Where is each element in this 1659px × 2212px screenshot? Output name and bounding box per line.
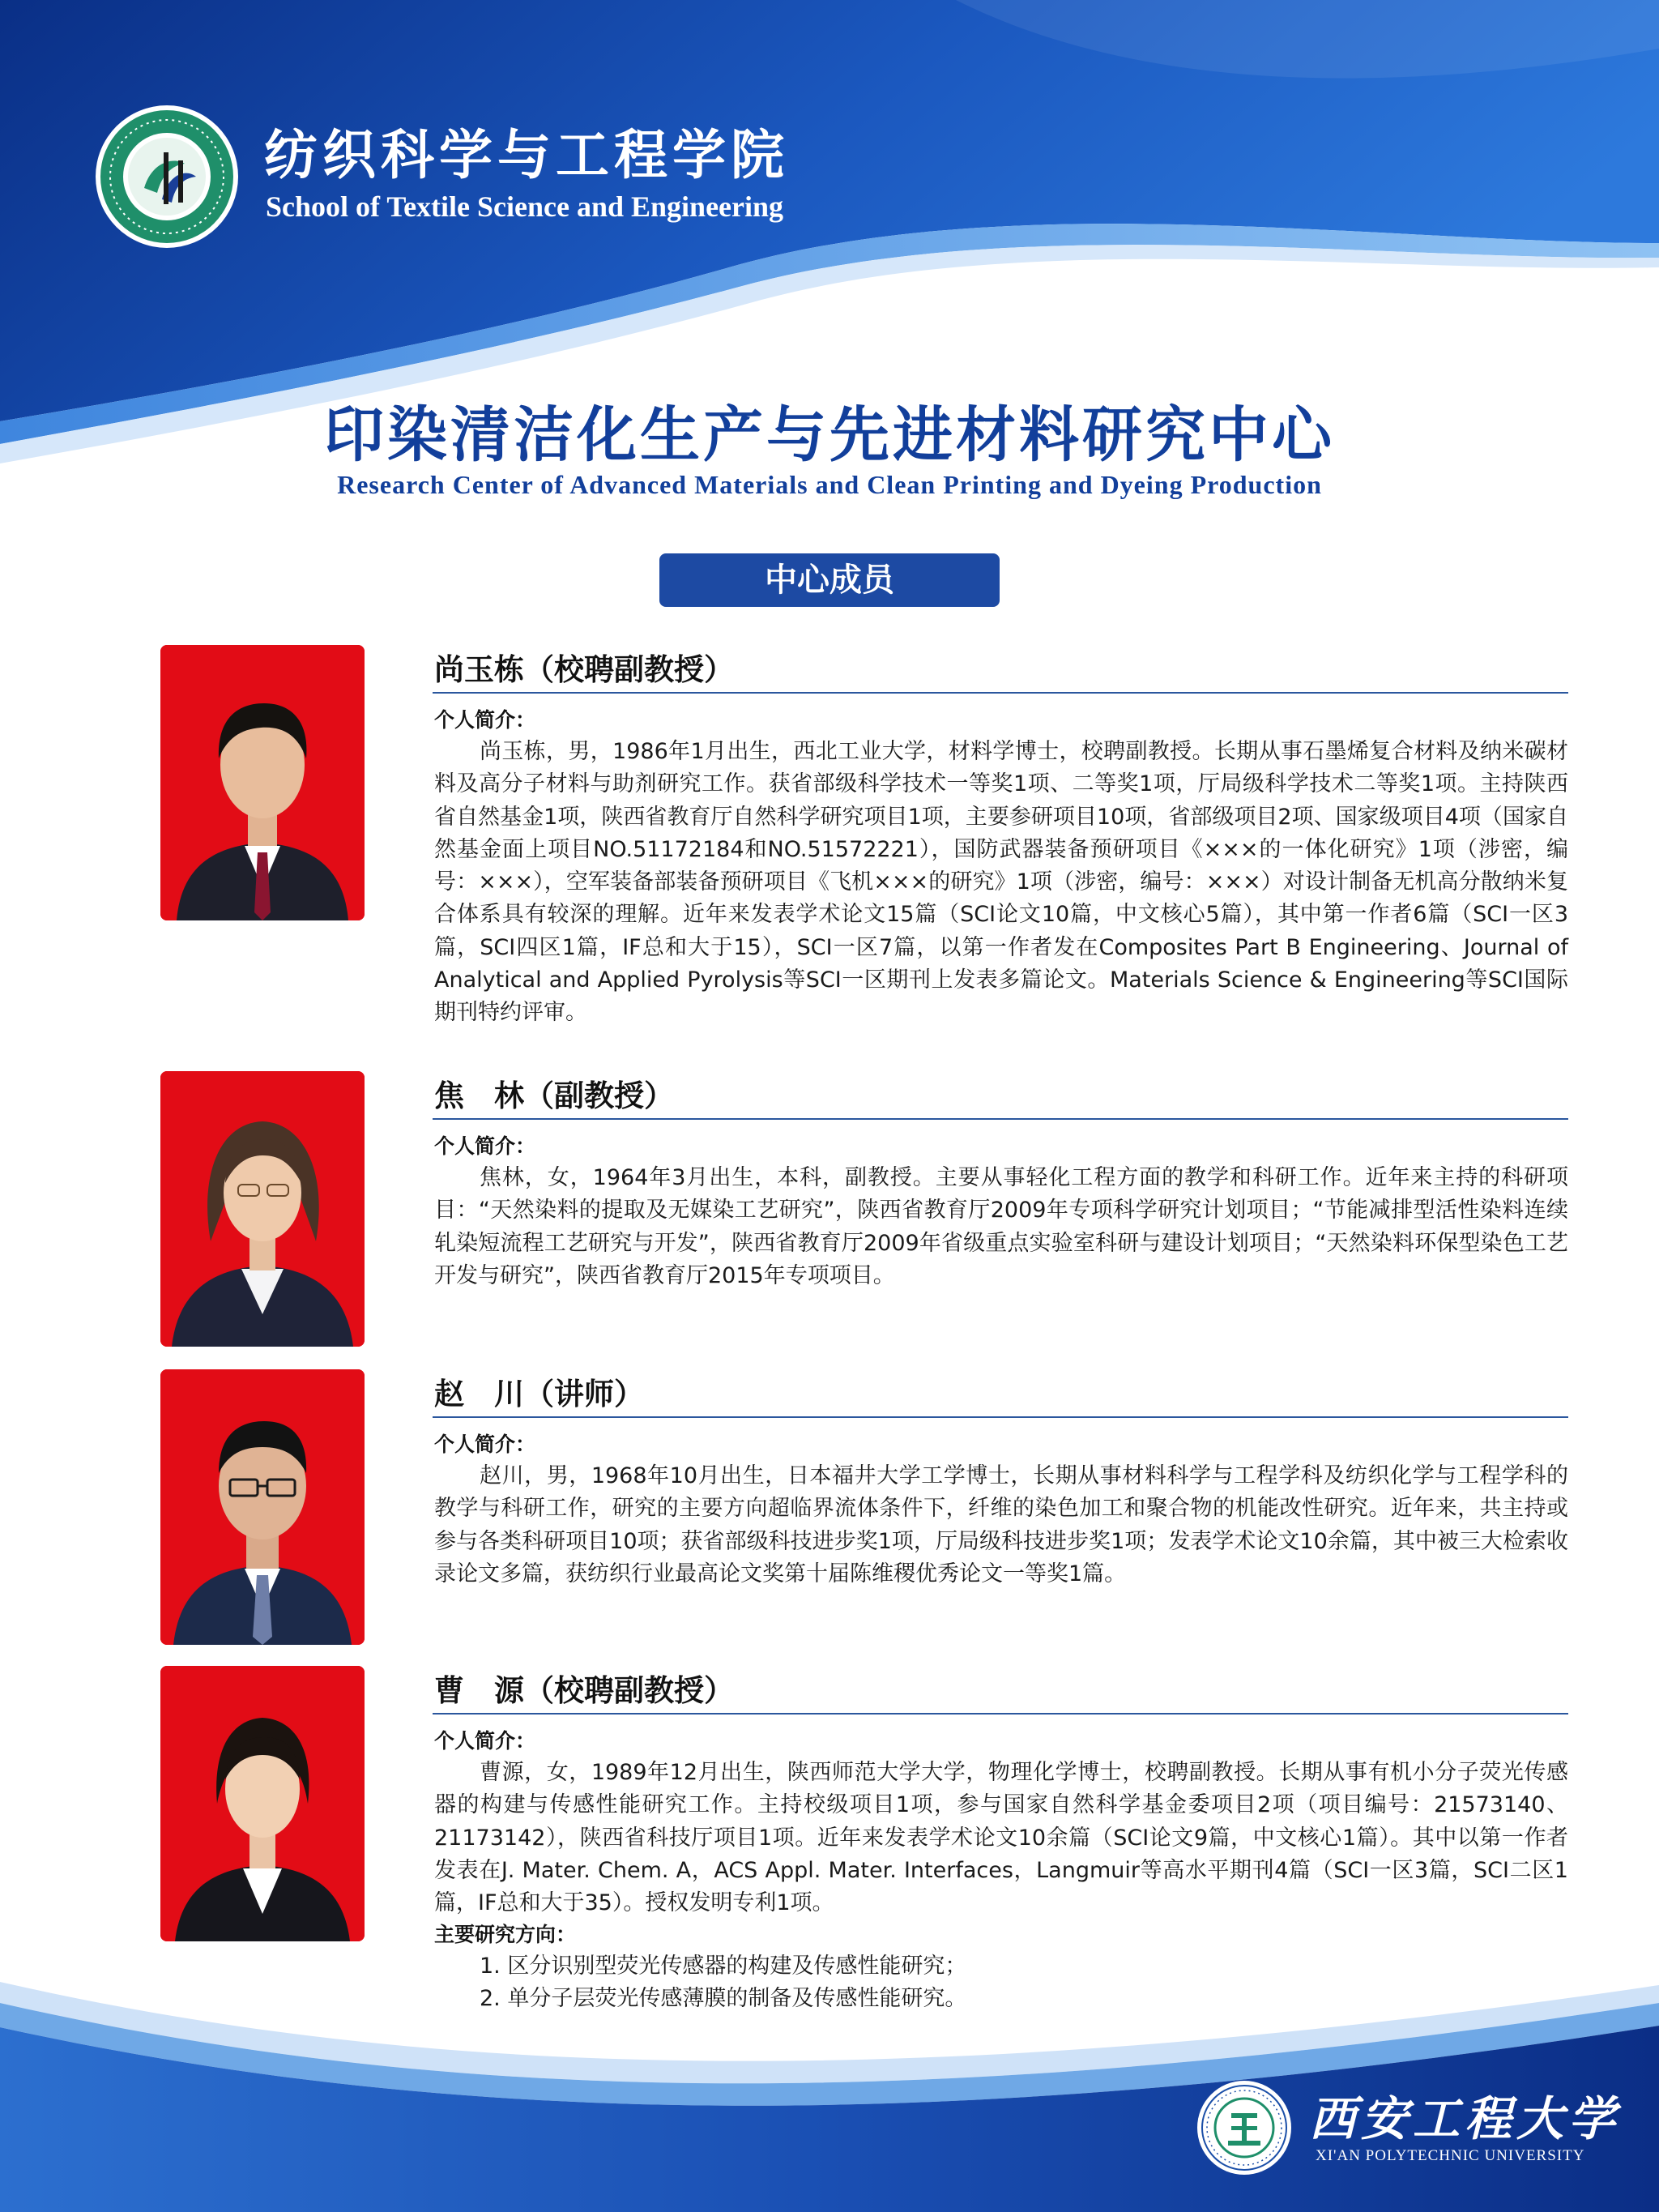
member-photo-1 — [160, 645, 365, 920]
intro-label: 个人简介： — [434, 1433, 536, 1456]
school-name-cn: 纺织科学与工程学院 — [264, 123, 789, 186]
section-label-badge: 中心成员 — [659, 553, 1000, 607]
member-body-3 — [434, 1429, 1568, 1591]
university-name-en: XI'AN POLYTECHNIC UNIVERSITY — [1316, 2147, 1585, 2164]
member-photo-2 — [160, 1071, 365, 1347]
center-title-en: Research Center of Advanced Materials and Clean Printing and Dyeing Production — [337, 470, 1322, 499]
member-body-2 — [434, 1131, 1568, 1292]
member-body-1 — [434, 705, 1568, 1030]
member-name-3: 赵 川（讲师） — [434, 1377, 644, 1411]
member-divider-2 — [433, 1118, 1568, 1120]
research-direction-item: 1. 区分识别型荧光传感器的构建及传感性能研究； — [480, 1954, 967, 1979]
member-body-4 — [434, 1726, 1568, 2015]
intro-label: 个人简介： — [434, 708, 536, 732]
member-intro-2: 焦林，女，1964年3月出生，本科，副教授。主要从事轻化工程方面的教学和科研工作。近年来主持的科研项目：“天然染料的提取及无媒染工艺研究”，陕西省教育厅2009年专项科学研究计划项目；“节能减排型活性染料连续轧染短流程工艺研究与开发”，陕西省教育厅2009年省级重点实验室科研与建设计划项目；“天然染料环保型染色工艺开发与研究”，陕西省教育厅2015年专项项目。 — [434, 1165, 1568, 1288]
member-divider-4 — [433, 1713, 1568, 1715]
university-emblem-icon — [1196, 2079, 1293, 2176]
member-divider-3 — [433, 1416, 1568, 1418]
research-direction-item: 2. 单分子层荧光传感薄膜的制备及传感性能研究。 — [480, 1986, 967, 2012]
intro-label: 个人简介： — [434, 1134, 536, 1158]
center-title-cn: 印染清洁化生产与先进材料研究中心 — [324, 400, 1335, 470]
member-name-1: 尚玉栋（校聘副教授） — [434, 652, 734, 687]
member-photo-3 — [160, 1369, 365, 1645]
member-name-4: 曹 源（校聘副教授） — [434, 1673, 734, 1708]
member-divider-1 — [433, 692, 1568, 694]
member-intro-1: 尚玉栋，男，1986年1月出生，西北工业大学，材料学博士，校聘副教授。长期从事石墨烯复合材料及纳米碳材料及高分子材料与助剂研究工作。获省部级科学技术一等奖1项、二等奖1项，厅局级科学技术二等奖1项。主持陕西省自然基金1项，陕西省教育厅自然科学研究项目1项，主要参研项目10项，省部级项目2项、国家级项目4项（国家自然基金面上项目NO.51172184和NO.51572221），国防武器装备预研项目《×××的一体化研究》1项（涉密，编号：×××），空军装备部装备预研项目《飞机×××的研究》1项（涉密，编号：×××）对设计制备无机高分散纳米复合体系具有较深的理解。近年来发表学术论文15篇（SCI论文10篇，中文核心5篇），其中第一作者6篇（SCI一区3篇，SCI四区1篇，IF总和大于15），SCI一区7篇，以第一作者发在Composites Part B Engineering、Journal of Analytical and Applied Pyrolysis等SCI一区期刊上发表多篇论文。Materials Science & Engineering等SCI国际期刊特约评审。 — [434, 739, 1568, 1026]
intro-label: 个人简介： — [434, 1729, 536, 1753]
school-emblem-icon — [94, 104, 240, 250]
member-photo-4 — [160, 1666, 365, 1941]
member-intro-3: 赵川，男，1968年10月出生，日本福井大学工学博士，长期从事材料科学与工程学科及纺织化学与工程学科的教学与科研工作，研究的主要方向超临界流体条件下，纤维的染色加工和聚合物的机能改性研究。近年来，共主持或参与各类科研项目10项；获省部级科技进步奖1项，厅局级科技进步奖1项；发表学术论文10余篇，其中被三大检索收录论文多篇，获纺织行业最高论文奖第十届陈维稷优秀论文一等奖1篇。 — [434, 1463, 1568, 1586]
school-name-en: School of Textile Science and Engineering — [266, 190, 784, 223]
university-name-cn: 西安工程大学 — [1309, 2091, 1621, 2146]
research-directions-label: 主要研究方向： — [434, 1923, 577, 1947]
member-name-2: 焦 林（副教授） — [434, 1078, 674, 1113]
member-intro-4: 曹源，女，1989年12月出生，陕西师范大学大学，物理化学博士，校聘副教授。长期从事有机小分子荧光传感器的构建与传感性能研究工作。主持校级项目1项，参与国家自然科学基金委项目2项（项目编号：21573140、21173142），陕西省科技厅项目1项。近年来发表学术论文10余篇（SCI论文9篇，中文核心1篇）。其中以第一作者发表在J. Mater. Chem. A，ACS Appl. Mater. Interfaces，Langmuir等高水平期刊4篇（SCI一区3篇，SCI二区1篇，IF总和大于35）。授权发明专利1项。 — [434, 1760, 1568, 1916]
